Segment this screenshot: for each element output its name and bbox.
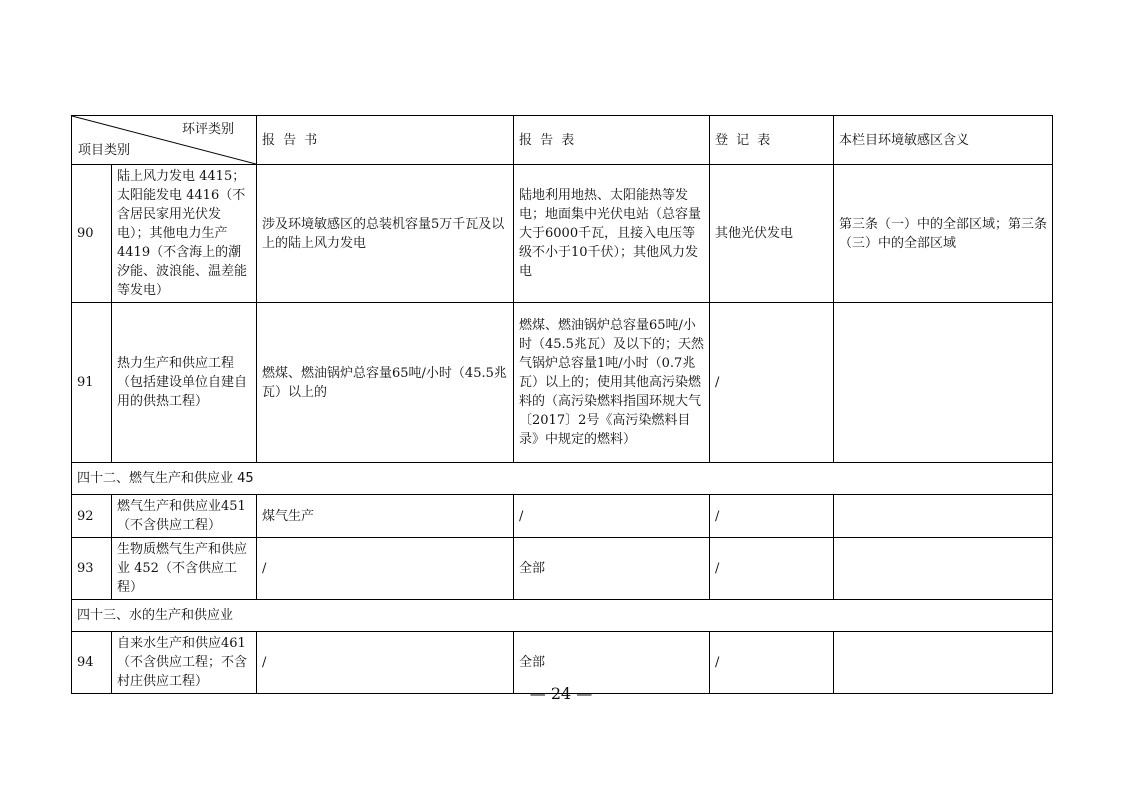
sensitive-area-cell: 第三条（一）中的全部区域；第三条（三）中的全部区域 xyxy=(834,165,1053,303)
row-number: 94 xyxy=(72,632,112,694)
sensitive-area-cell xyxy=(834,538,1053,600)
register-cell: / xyxy=(710,495,834,538)
register-cell: 其他光伏发电 xyxy=(710,165,834,303)
report-book-cell: / xyxy=(257,538,514,600)
col-sensitive-area: 本栏目环境敏感区含义 xyxy=(834,116,1053,165)
row-number: 93 xyxy=(72,538,112,600)
project-category: 陆上风力发电 4415；太阳能发电 4416（不含居民家用光伏发电）；其他电力生产4419（不含海上的潮汐能、波浪能、温差能等发电） xyxy=(112,165,257,303)
diagonal-header-cell xyxy=(72,116,257,165)
table-row xyxy=(72,538,1053,600)
report-book-cell: 煤气生产 xyxy=(257,495,514,538)
report-table-cell: 全部 xyxy=(514,632,710,694)
report-book-cell: 涉及环境敏感区的总装机容量5万千瓦及以上的陆上风力发电 xyxy=(257,165,514,303)
project-category: 燃气生产和供应业451（不含供应工程） xyxy=(112,495,257,538)
row-number: 92 xyxy=(72,495,112,538)
section-row xyxy=(72,600,1053,632)
regulation-table xyxy=(71,115,1053,694)
table-header-row xyxy=(72,116,1053,165)
table-row xyxy=(72,165,1053,303)
section-row xyxy=(72,463,1053,495)
report-table-cell: / xyxy=(514,495,710,538)
report-book-cell: / xyxy=(257,632,514,694)
sensitive-area-cell xyxy=(834,303,1053,463)
project-category: 生物质燃气生产和供应业 452（不含供应工程） xyxy=(112,538,257,600)
col-report-table: 报 告 表 xyxy=(514,116,710,165)
register-cell: / xyxy=(710,538,834,600)
col-report-book: 报 告 书 xyxy=(257,116,514,165)
row-number: 91 xyxy=(72,303,112,463)
report-table-cell: 全部 xyxy=(514,538,710,600)
env-category-label: 环评类别 xyxy=(181,122,234,137)
project-category: 热力生产和供应工程（包括建设单位自建自用的供热工程） xyxy=(112,303,257,463)
table-row xyxy=(72,303,1053,463)
col-register: 登 记 表 xyxy=(710,116,834,165)
project-category: 自来水生产和供应461（不含供应工程；不含村庄供应工程） xyxy=(112,632,257,694)
sensitive-area-cell xyxy=(834,495,1053,538)
report-table-cell: 燃煤、燃油锅炉总容量65吨/小时（45.5兆瓦）及以下的；天然气锅炉总容量1吨/小时（0.7兆瓦）以上的；使用其他高污染燃料的（高污染燃料指国环规大气〔2017〕2号《高污染燃料目录》中规定的燃料） xyxy=(514,303,710,463)
report-table-cell: 陆地利用地热、太阳能热等发电；地面集中光伏电站（总容量大于6000千瓦，且接入电压等级不小于10千伏）；其他风力发电 xyxy=(514,165,710,303)
register-cell: / xyxy=(710,632,834,694)
report-book-cell: 燃煤、燃油锅炉总容量65吨/小时（45.5兆瓦）以上的 xyxy=(257,303,514,463)
section-heading: 四十三、水的生产和供应业 xyxy=(72,600,1053,632)
section-heading: 四十二、燃气生产和供应业 45 xyxy=(72,463,1053,495)
table-row xyxy=(72,495,1053,538)
row-number: 90 xyxy=(72,165,112,303)
page-number: — 24 — xyxy=(529,684,593,703)
project-category-label: 项目类别 xyxy=(78,143,131,158)
register-cell: / xyxy=(710,303,834,463)
